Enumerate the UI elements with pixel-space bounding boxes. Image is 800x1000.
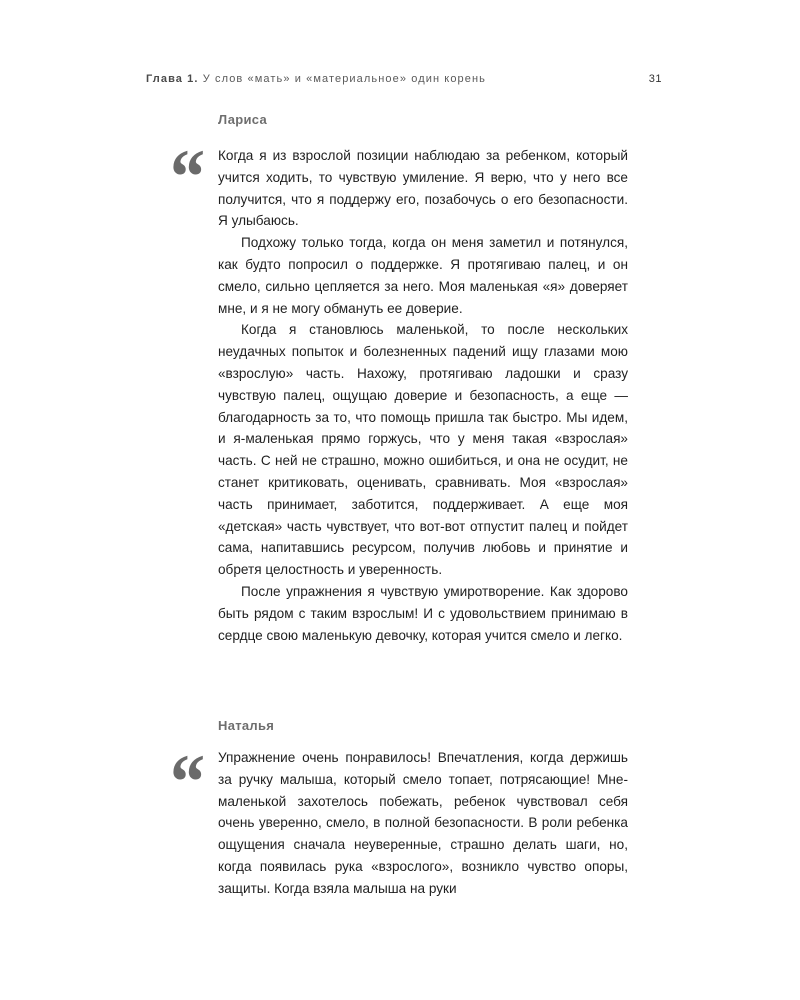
- quote-paragraph: После упражнения я чувствую умиротворение. Как здорово быть рядом с таким взрослым! И с удовольствием принимаю в сердце свою маленькую девочку, которая учится смело и легко.: [218, 583, 628, 643]
- chapter-label: Глава 1.: [146, 73, 199, 85]
- quote-body: [218, 145, 628, 646]
- quote-paragraph: Подхожу только тогда, когда он меня заметил и потянулся, как будто попросил о поддержке. Я протягиваю палец, и он смело, сильно цепляется за него. Моя маленькая «я» доверяет мне, и я не могу обмануть ее доверие.: [218, 235, 628, 316]
- author-name: Лариса: [218, 112, 268, 127]
- quote-paragraph: Когда я становлюсь маленькой, то после нескольких неудачных попыток и болезненных падений ищу глазами мою «взрослую» часть. Нахожу, протягиваю ладошки и сразу чувствую палец, ощущаю доверие и безопасность, а еще — благодарность за то, что помощь пришла так быстро. Мы идем, и я-маленькая прямо горжусь, что у меня такая «взрослая» часть. С ней не страшно, можно ошибиться, и она не осудит, не станет критиковать, оценивать, сравнивать. Моя «взрослая» часть принимает, заботится, поддерживает. А еще моя «детская» часть чувствует, что вот-вот отпустит палец и пойдет сама, напитавшись ресурсом, получив любовь и принятие и обретя целостность и уверенность.: [218, 322, 628, 578]
- quote-body: [218, 747, 628, 900]
- quote-mark-icon: “: [170, 133, 206, 220]
- quote-paragraph: Упражнение очень понравилось! Впечатления, когда держишь за ручку малыша, который смело топает, потрясающие! Мне-маленькой захотелось побежать, ребенок чувствовал себя очень уверенно, смело, в полной безопасности. В роли ребенка ощущения сначала неуверенные, страшно делать шаги, но, когда появилась рука «взрослого», возникло чувство опоры, защиты. Когда взяла малыша на руки: [218, 750, 628, 896]
- author-name: Наталья: [218, 718, 275, 733]
- running-header: [146, 73, 662, 91]
- quote-paragraph: Когда я из взрослой позиции наблюдаю за ребенком, который учится ходить, то чувствую умиление. Я верю, что у него все получится, что я поддержу его, позабочусь о его безопасности. Я улыбаюсь.: [218, 148, 628, 229]
- chapter-title: У слов «мать» и «материальное» один корень: [202, 73, 486, 85]
- page-number: 31: [648, 73, 662, 85]
- quote-mark-icon: “: [170, 738, 206, 825]
